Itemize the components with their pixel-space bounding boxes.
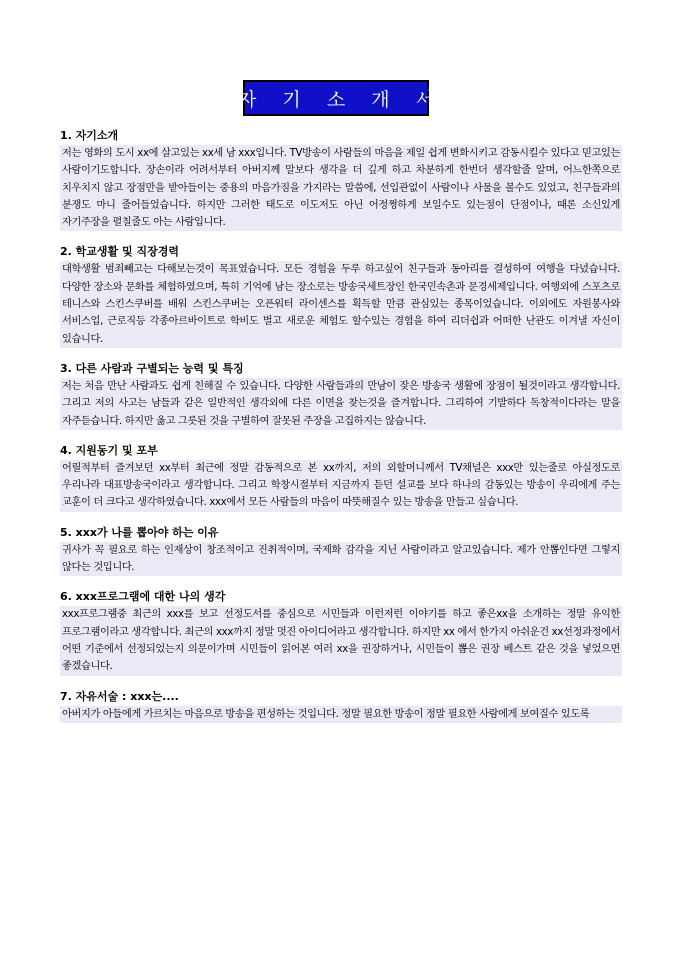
section-body: xxx프로그램중 최근의 xxx를 보고 선정도서를 중심으로 시민들과 이런저런 이야기를 하고 좋은xx을 소개하는 정말 유익한 프로그램이라고 생각합니다. 최근의 xxx까지 정말 멋진 아이디어라고 생각합니다. 하지만 xx 에서 한가지 아쉬운건 xx선정과정에서 어떤 기준에서 선정되었는지 의문이가며 시민들이 읽어본 여러 xx을 권장하거나, 시민들이 뽑은 권장 베스트 같은 것을 넣었으면 좋겠습니다. [60,606,622,675]
section-heading: 7. 자유서술 : xxx는.... [60,689,179,703]
section-heading: 3. 다른 사람과 구별되는 능력 및 특징 [60,361,244,375]
section-heading: 4. 지원동기 및 포부 [60,443,158,457]
section-self-introduction [60,128,622,231]
section-heading: 2. 학교생활 및 직장경력 [60,245,179,259]
section-body: 대학생활 범죄빼고는 다해보는것이 목표였습니다. 모든 경험을 두루 하고싶어 친구들과 동아리를 결성하여 여행을 다녔습니다. 다양한 장소와 문화를 체험하였으며, 특히 기억에 남는 장소로는 방송국세트장인 한국민속촌과 문경세제입니다. 여행외에 스포츠로 테니스와 스킨스쿠버를 배워 스킨스쿠버는 오픈워터 라이센스를 획득할 만큼 관심있는 종목이었습니다. 이외에도 자원봉사와 서비스업, 근로직등 각종아르바이트로 학비도 벌고 새로운 체험도 할수있는 경험을 하여 리더쉽과 어떠한 난관도 이겨낼 자신이 있습니다. [60,261,622,347]
document-content [60,128,622,736]
section-heading: 5. xxx가 나를 뽑아야 하는 이유 [60,525,219,539]
document-title: 자 기 소 개 서 [238,88,444,111]
section-heading: 1. 자기소개 [60,129,119,142]
section-program-opinion [60,589,622,675]
document-title-box [238,80,444,116]
section-free-description [60,689,622,723]
section-body: 저는 영화의 도시 xx에 살고있는 xx세 남 xxx입니다. TV방송이 사람들의 마음을 제일 쉽게 변화시키고 감동시킬수 있다고 믿고있는 사람이기도합니다. 장손이라 어려서부터 아버지께 말보다 생각을 더 깊게 하고 차분하게 한번더 생각할줄 알며, 어느한쪽으로 치우치지 않고 장점만을 받아들이는 중용의 마음가짐을 가지라는 말씀에, 선입관없이 사람이나 사물을 볼수도 있었고, 친구들과의 분쟁도 마니 줄어들었습니다. 하지만 그러한 태도로 이도저도 아닌 어정쩡하게 보일수도 있는점이 단점이나, 때론 소신있게 자기주장을 펼칠줄도 아는 사람입니다. [60,145,622,231]
section-body: 귀사가 꼭 필요로 하는 인재상이 창조적이고 진취적이며, 국제화 감각을 지닌 사람이라고 알고있습니다. 제가 안뽑인다면 그렇지 않다는 것입니다. [60,542,622,577]
section-motivation-and-aspiration [60,443,622,512]
section-distinctive-abilities [60,361,622,430]
section-body: 어릴적부터 즐겨보던 xx부터 최근에 정말 감동적으로 본 xx까지, 저의 외할머니께서 TV채널은 xxx만 있는줄로 아실정도로 우리나라 대표방송국이라고 생각합니다. 그리고 학창시절부터 지금까지 듣던 설교를 보다 하나의 감동있는 방송이 우리에게 주는 교훈이 더 크다고 생각하였습니다. xxx에서 모든 사람들의 마음이 따뜻해질수 있는 방송을 만들고 싶습니다. [60,460,622,512]
section-body: 아버지가 아들에게 가르치는 마음으로 방송을 편성하는 것입니다. 정말 필요한 방송이 정말 필요한 사람에게 보여질수 있도록 [60,706,622,723]
section-school-and-career [60,244,622,347]
section-body: 저는 처음 만난 사람과도 쉽게 친해질 수 있습니다. 다양한 사람들과의 만남이 잦은 방송국 생활에 장점이 될것이라고 생각합니다. 그리고 저의 사고는 남들과 같은 일반적인 생각외에 다른 이면을 찾는것을 즐겨합니다. 그리하여 기발하다 독창적이다라는 말을 자주듣습니다. 하지만 옳고 그릇된 것을 구별하여 잘못된 주장을 고집하지는 않습니다. [60,378,622,430]
section-heading: 6. xxx프로그램에 대한 나의 생각 [60,590,226,604]
section-reasons-to-hire [60,525,622,577]
